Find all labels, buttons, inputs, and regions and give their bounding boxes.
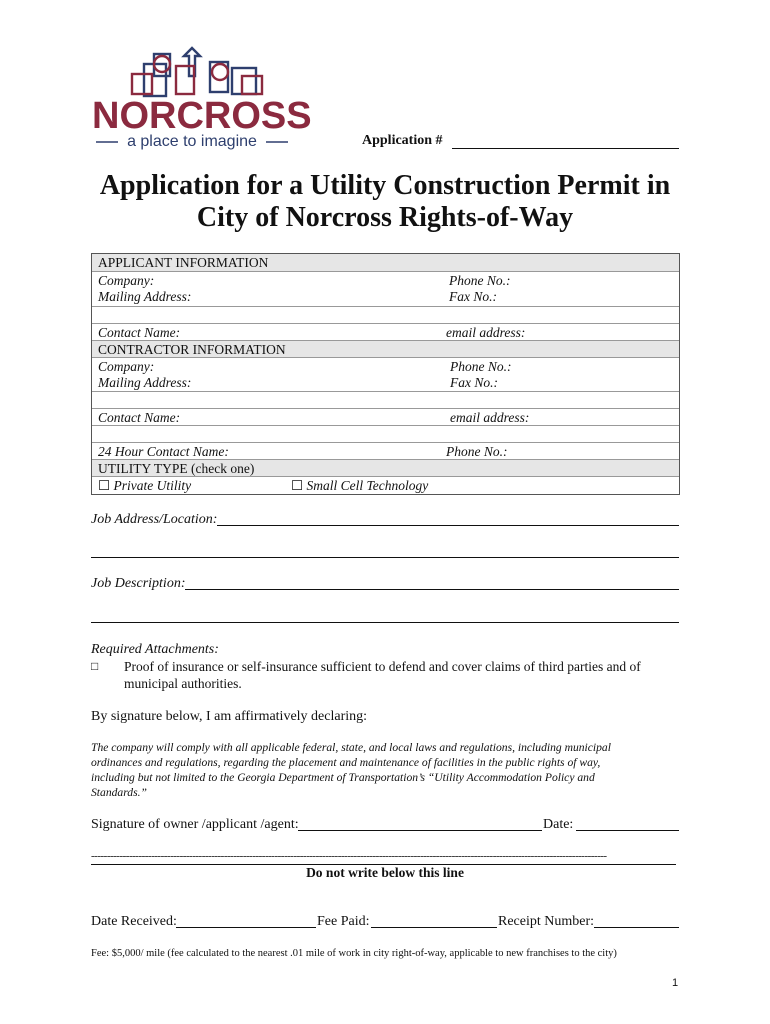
contractor-contact-row[interactable] — [92, 408, 679, 426]
contractor-blank-row-2[interactable] — [92, 425, 679, 443]
applicant-heading: APPLICANT INFORMATION — [98, 255, 269, 270]
applicant-fax-label: Fax No.: — [449, 289, 497, 304]
applicant-blank-row[interactable] — [92, 306, 679, 324]
contractor-24h-phone-label: Phone No.: — [446, 444, 508, 459]
contractor-heading: CONTRACTOR INFORMATION — [98, 342, 286, 357]
signature-field[interactable] — [298, 830, 542, 831]
fee-note: Fee: $5,000/ mile (fee calculated to the nearest .01 mile of work in city right-of-way, applicable to new franchises to the city) — [91, 948, 617, 959]
declaration-intro: By signature below, I am affirmatively declaring: — [91, 709, 368, 724]
job-address-field-line-2[interactable] — [91, 557, 679, 558]
date-received-field[interactable] — [176, 927, 316, 928]
fee-paid-label: Fee Paid: — [317, 914, 370, 929]
utility-options-row — [92, 476, 679, 494]
contractor-heading-row — [92, 340, 679, 358]
title-line-2: City of Norcross Rights-of-Way — [196, 202, 574, 233]
applicant-mailing-label: Mailing Address: — [98, 289, 192, 304]
attachment-item-line-2: municipal authorities. — [124, 676, 242, 691]
date-received-label: Date Received: — [91, 914, 177, 929]
small-cell-option[interactable] — [291, 477, 428, 494]
applicant-mailing-row[interactable] — [92, 288, 679, 305]
signature-date-field[interactable] — [576, 830, 679, 831]
checkbox-icon[interactable]: ☐ — [98, 478, 111, 493]
contractor-contact-label: Contact Name: — [98, 410, 181, 425]
contractor-mailing-label: Mailing Address: — [98, 375, 192, 390]
job-description-label: Job Description: — [91, 576, 186, 591]
title-line-1: Application for a Utility Construction Permit in — [99, 170, 671, 201]
receipt-number-field[interactable] — [594, 927, 679, 928]
job-address-field[interactable] — [217, 525, 679, 526]
applicant-heading-row — [92, 254, 679, 271]
fee-paid-field[interactable] — [371, 927, 497, 928]
application-number-label: Application # — [362, 133, 443, 148]
applicant-contact-label: Contact Name: — [98, 325, 181, 340]
application-number-field[interactable] — [452, 148, 679, 149]
receipt-number-label: Receipt Number: — [498, 914, 595, 929]
applicant-company-row[interactable] — [92, 271, 679, 289]
utility-heading: UTILITY TYPE (check one) — [98, 461, 255, 476]
job-description-field-line-2[interactable] — [91, 622, 679, 623]
page-number: 1 — [672, 977, 679, 989]
signature-label: Signature of owner /applicant /agent: — [91, 817, 299, 832]
office-use-dashes: ------------------------------------------------------------------------------------------------------------------------------------------------------------------- — [91, 850, 607, 862]
information-table — [91, 253, 680, 495]
contractor-company-row[interactable] — [92, 357, 679, 375]
contractor-phone-label: Phone No.: — [450, 359, 512, 374]
contractor-email-label: email address: — [450, 410, 530, 425]
contractor-mailing-row[interactable] — [92, 374, 679, 391]
utility-heading-row — [92, 459, 679, 477]
job-description-field[interactable] — [185, 589, 679, 590]
small-cell-label: Small Cell Technology — [306, 478, 429, 493]
job-address-label: Job Address/Location: — [91, 512, 218, 527]
attachment-checkbox-icon[interactable]: □ — [91, 659, 99, 673]
private-utility-label: Private Utility — [113, 478, 192, 493]
private-utility-option[interactable] — [98, 477, 191, 494]
contractor-24h-contact-label: 24 Hour Contact Name: — [98, 444, 229, 459]
applicant-company-label: Company: — [98, 273, 155, 288]
norcross-logo — [92, 44, 312, 150]
declaration-line-3: including but not limited to the Georgia Department of Transportation’s “Utility Accommodation Policy and — [91, 771, 595, 784]
page-title — [80, 170, 690, 234]
office-use-notice: Do not write below this line — [306, 865, 464, 880]
logo-tagline: a place to imagine — [127, 133, 257, 150]
declaration-line-2: ordinances and regulations, regarding the placement and maintenance of facilities in the public rights of way, — [91, 756, 601, 769]
contractor-blank-row[interactable] — [92, 391, 679, 409]
logo-wordmark: NORCROSS — [92, 95, 312, 137]
signature-date-label: Date: — [543, 817, 574, 832]
logo-divider — [92, 44, 312, 148]
checkbox-icon[interactable]: ☐ — [291, 478, 304, 493]
contractor-company-label: Company: — [98, 359, 155, 374]
contractor-24h-row[interactable] — [92, 442, 679, 460]
declaration-line-4: Standards.” — [91, 786, 147, 799]
applicant-phone-label: Phone No.: — [449, 273, 511, 288]
contractor-fax-label: Fax No.: — [450, 375, 498, 390]
applicant-email-label: email address: — [446, 325, 526, 340]
applicant-contact-row[interactable] — [92, 323, 679, 341]
attachment-item-line-1: Proof of insurance or self-insurance sufficient to defend and cover claims of third parties and of — [124, 659, 641, 674]
declaration-line-1: The company will comply with all applicable federal, state, and local laws and regulations, including municipal — [91, 741, 611, 754]
attachments-heading: Required Attachments: — [91, 642, 219, 657]
